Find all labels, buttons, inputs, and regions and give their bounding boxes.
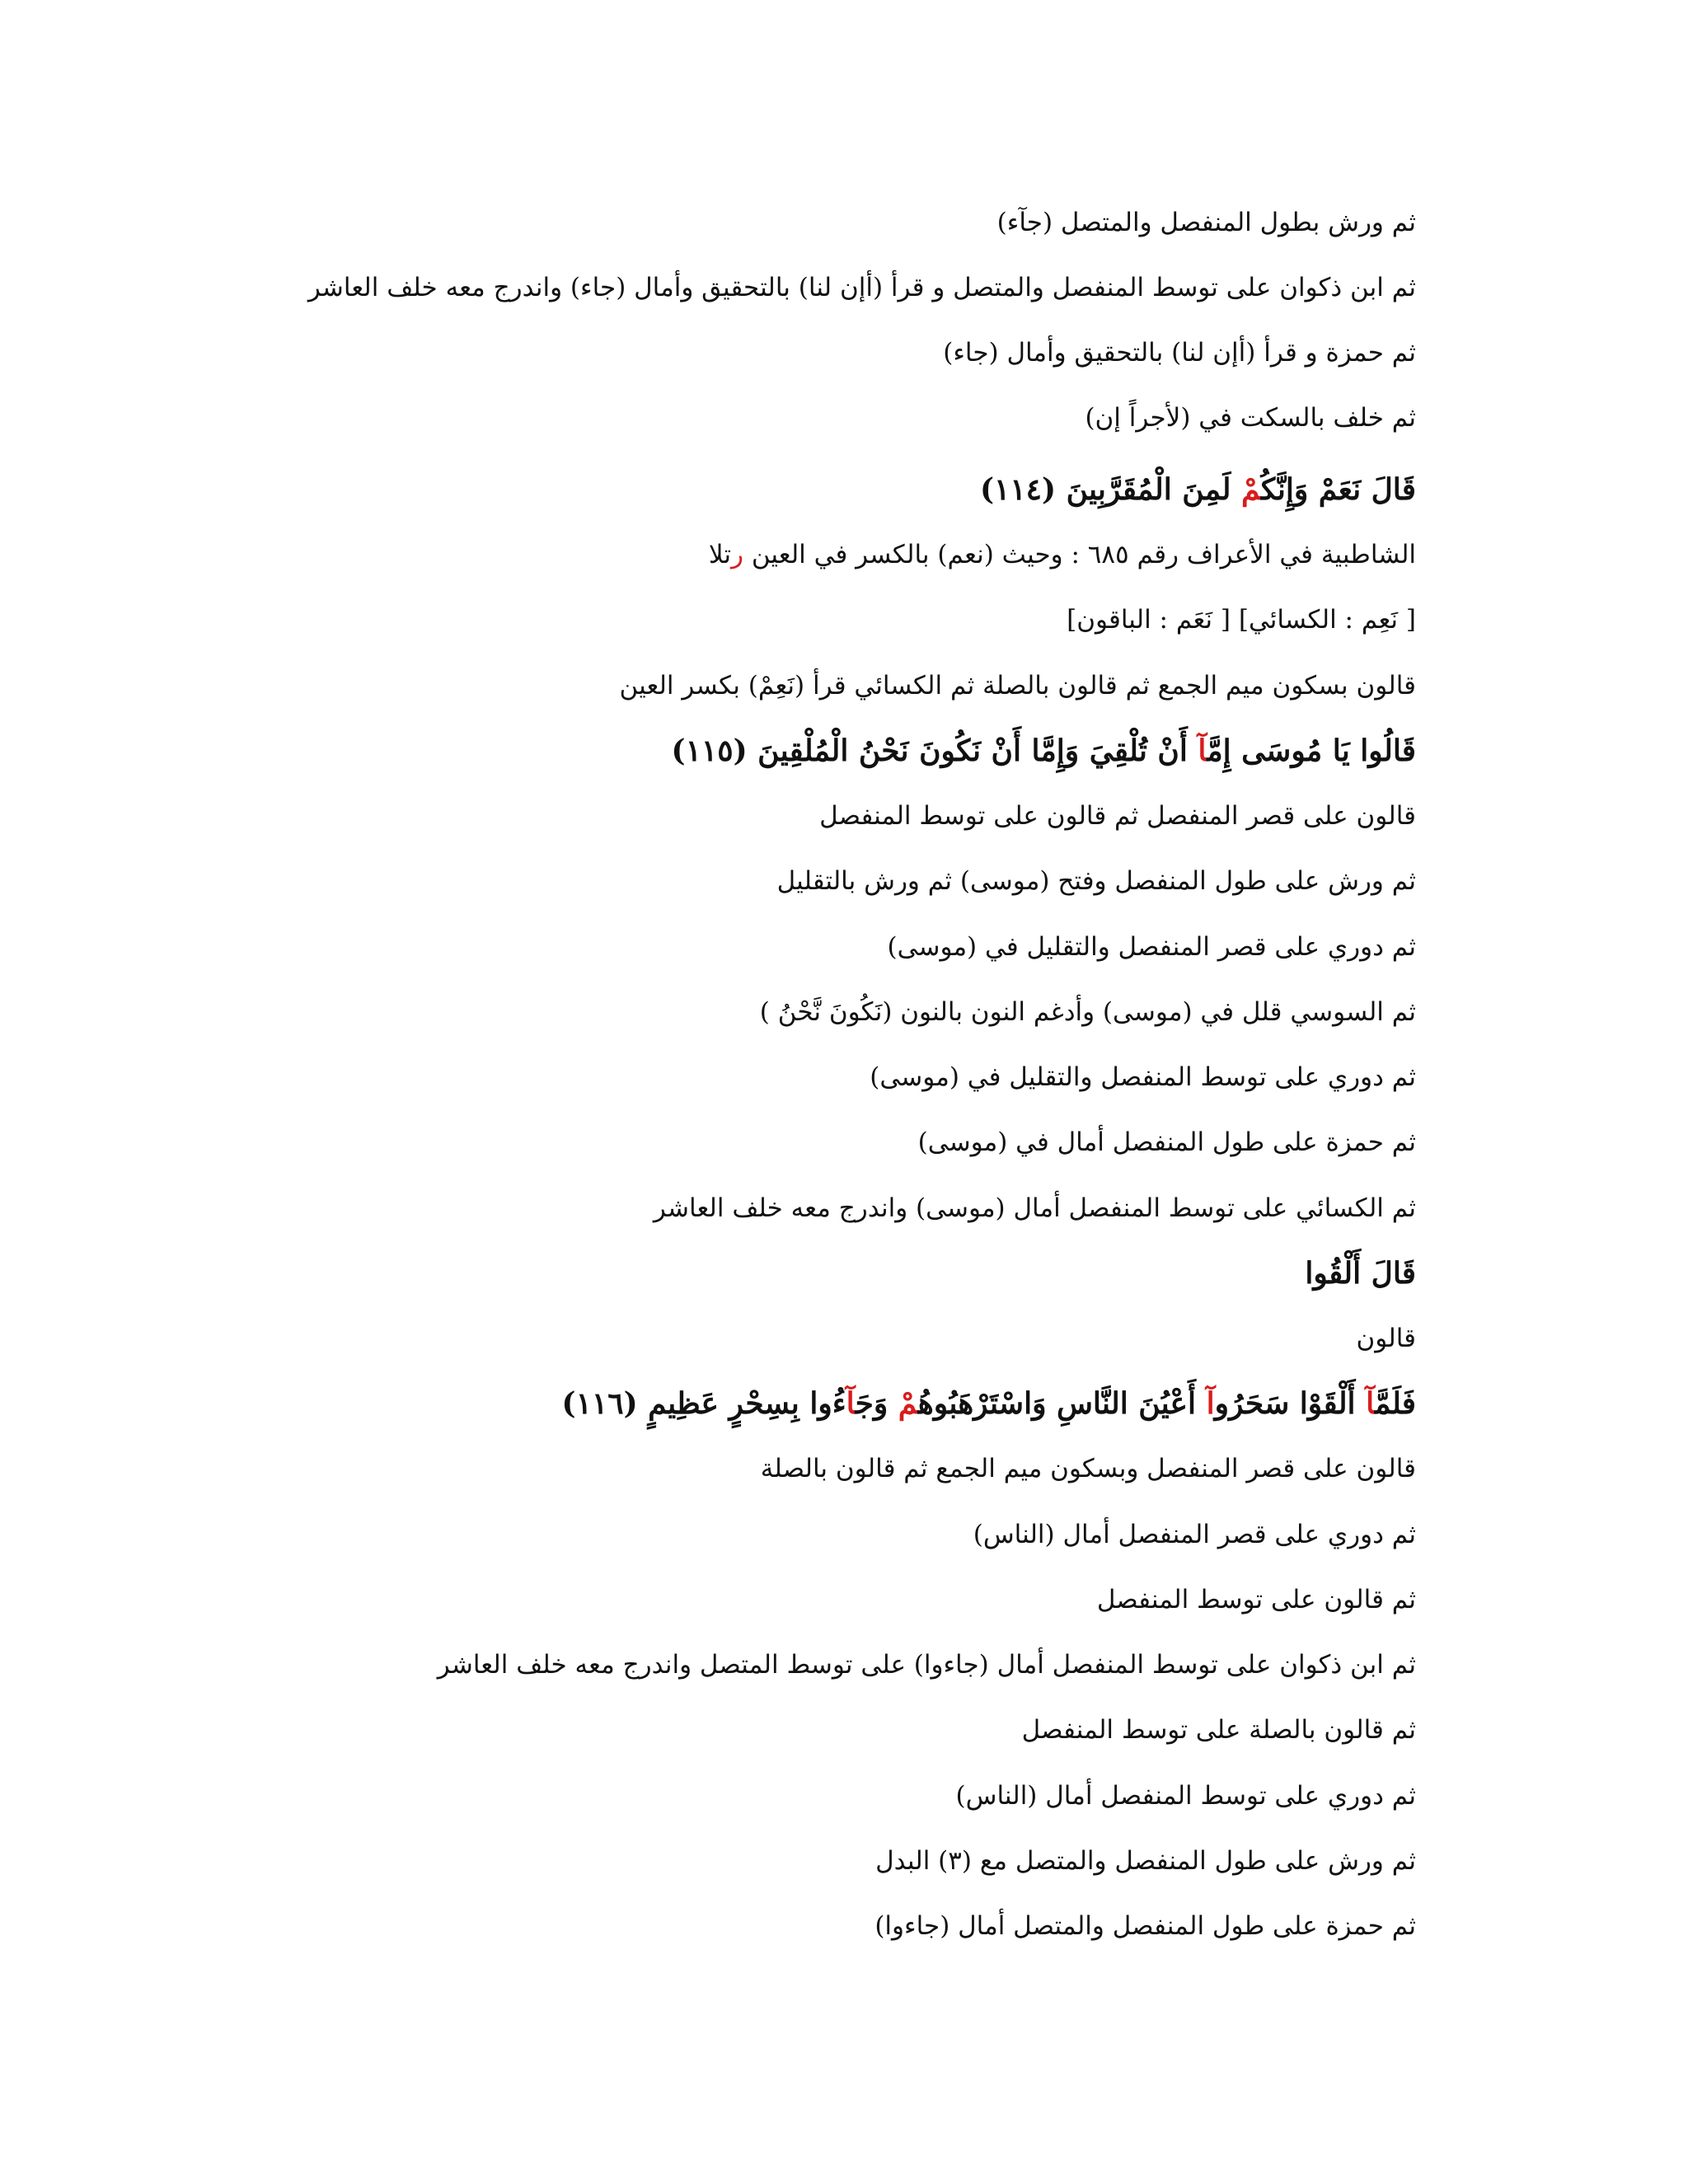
verse-red-mark: آ — [846, 1386, 856, 1421]
text-line: ثم دوري على قصر المنفصل أمال (الناس) — [973, 1520, 1416, 1549]
verse-text: فَلَمَّ — [1375, 1386, 1416, 1421]
verse-text: لَمِنَ الْمُقَرَّبِينَ (١١٤) — [979, 472, 1241, 507]
text-line: ثم حمزة على طول المنفصل والمتصل أمال (جاءوا) — [874, 1911, 1416, 1941]
text-line: ثم حمزة و قرأ (أإن لنا) بالتحقيق وأمال (جاء) — [943, 338, 1416, 368]
text-line: ثم دوري على قصر المنفصل والتقليل في (موسى) — [887, 932, 1416, 962]
text-line: [ نَعِم : الكسائي] [ نَعَم : الباقون] — [1067, 605, 1416, 635]
text-line: قالون على قصر المنفصل ثم قالون على توسط المنفصل — [819, 801, 1416, 831]
verse-text: قَالُوا يَا مُوسَى إِمَّ — [1207, 733, 1416, 768]
text-line: ثم ورش على طول المنفصل وفتح (موسى) ثم ورش بالتقليل — [776, 866, 1416, 896]
text-line: ثم قالون على توسط المنفصل — [1096, 1585, 1416, 1615]
text-line: ثم ورش بطول المنفصل والمتصل (جآء) — [996, 208, 1416, 237]
verse-red-mark: آ — [1198, 733, 1207, 768]
verse-line — [180, 1385, 1416, 1422]
text-line: ثم دوري على توسط المنفصل أمال (الناس) — [955, 1781, 1416, 1811]
text-line: ثم ابن ذكوان على توسط المنفصل والمتصل و قرأ (أإن لنا) بالتحقيق وأمال (جاء) واندرج معه خلف العاشر — [307, 273, 1416, 302]
verse-line — [180, 733, 1416, 769]
verse-line: قَالَ أَلْقُوا — [1305, 1256, 1416, 1291]
line-text: تلا — [708, 540, 731, 569]
verse-text: أَلْقَوْا سَحَرُو — [1214, 1386, 1367, 1421]
text-line — [180, 537, 1416, 573]
text-line: ثم دوري على توسط المنفصل والتقليل في (موسى) — [870, 1062, 1416, 1092]
text-line: ثم حمزة على طول المنفصل أمال في (موسى) — [917, 1127, 1416, 1157]
verse-text: وَجَ — [855, 1386, 898, 1421]
text-line: قالون على قصر المنفصل وبسكون ميم الجمع ثم قالون بالصلة — [760, 1454, 1416, 1483]
text-line: ثم ابن ذكوان على توسط المنفصل أمال (جاءوا) على توسط المتصل واندرج معه خلف العاشر — [437, 1650, 1416, 1680]
verse-text: أَنْ تُلْقِيَ وَإِمَّا أَنْ نَكُونَ نَحْنُ الْمُلْقِينَ (١١٥) — [671, 733, 1198, 768]
text-line: ثم قالون بالصلة على توسط المنفصل — [1021, 1715, 1416, 1745]
text-line: ثم الكسائي على توسط المنفصل أمال (موسى) واندرج معه خلف العاشر — [653, 1193, 1416, 1223]
red-letter: ر — [730, 540, 743, 569]
verse-red-mark: آ — [1366, 1386, 1376, 1421]
verse-line — [180, 471, 1416, 508]
verse-red-mark: مْ — [1240, 472, 1261, 507]
verse-text: أَعْيُنَ النَّاسِ وَاسْتَرْهَبُوهُ — [917, 1386, 1207, 1421]
line-text: الشاطبية في الأعراف رقم ٦٨٥ : وحيث (نعم) بالكسر في العين — [743, 540, 1416, 569]
verse-text: قَالَ نَعَمْ وَإِنَّكُ — [1260, 472, 1416, 507]
verse-text: ءُوا بِسِحْرٍ عَظِيمٍ (١١٦) — [561, 1386, 846, 1421]
text-line: قالون — [1356, 1324, 1416, 1353]
text-line: ثم خلف بالسكت في (لأجراً إن) — [1085, 403, 1416, 433]
text-line: ثم السوسي قلل في (موسى) وأدغم النون بالنون (نَكُونَ نَّحْنُ ) — [759, 997, 1416, 1027]
text-line: ثم ورش على طول المنفصل والمتصل مع (٣) البدل — [875, 1846, 1416, 1876]
verse-red-mark: آ — [1206, 1386, 1215, 1421]
text-line: قالون بسكون ميم الجمع ثم قالون بالصلة ثم الكسائي قرأ (نَعِمْ) بكسر العين — [619, 671, 1416, 701]
verse-red-mark: مْ — [898, 1386, 918, 1421]
